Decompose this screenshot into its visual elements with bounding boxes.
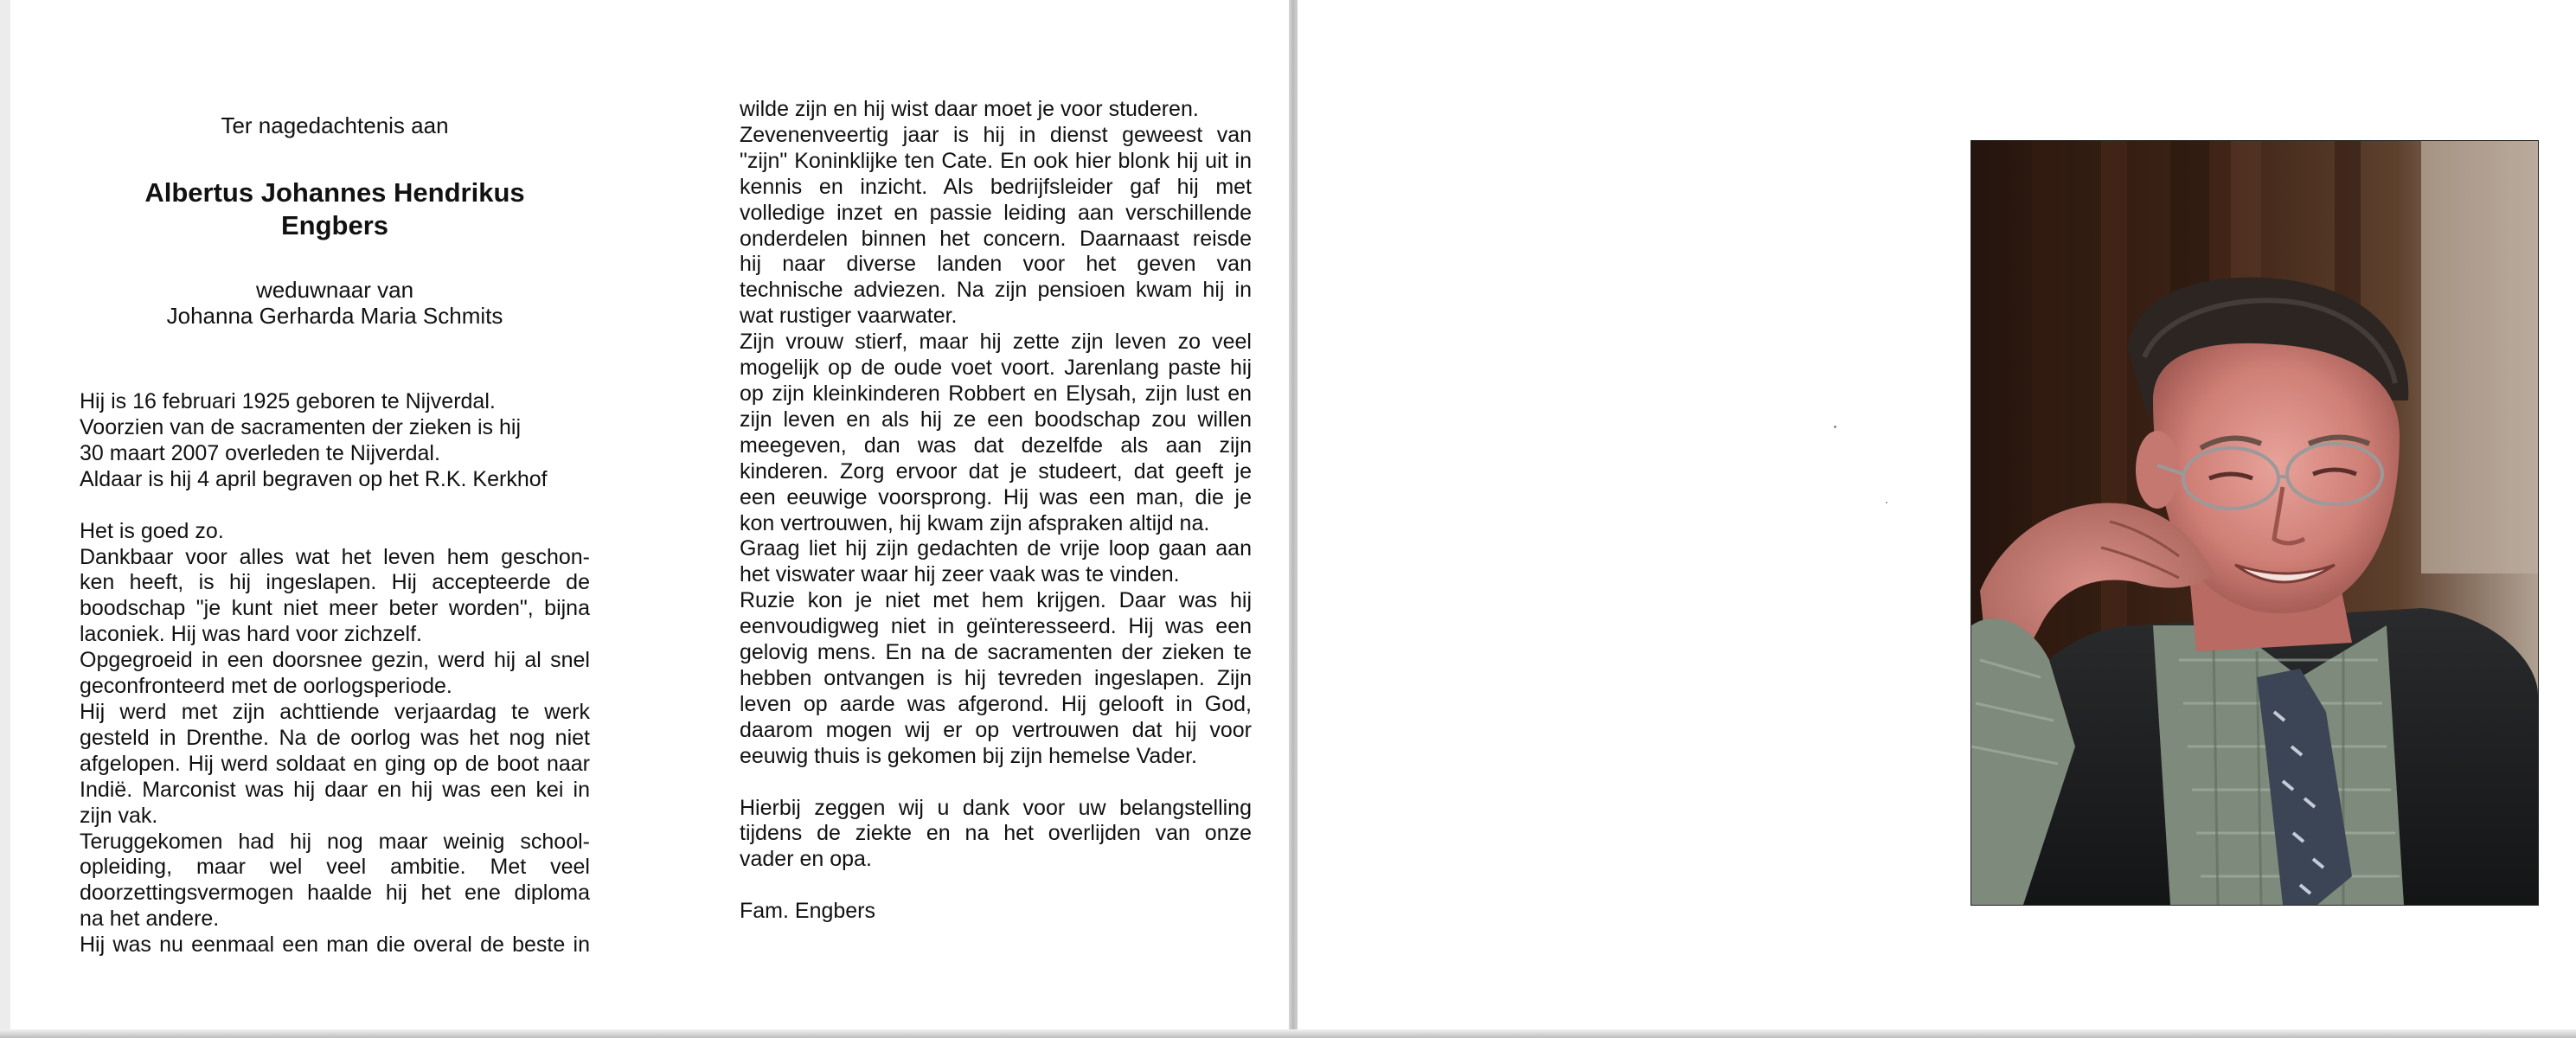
bio-line: meegeven, dan was dat dezelfde als aan zijn	[740, 432, 1252, 458]
bio-line: hebben ontvangen is hij tevreden ingeslapen. Zijn	[740, 665, 1252, 690]
bio-line: eeuwig thuis is gekomen bij zijn hemelse Vader.	[740, 743, 1197, 768]
bio-line: Het is goed zo.	[80, 518, 224, 543]
bio-line: zijn vak.	[80, 803, 158, 828]
bio-line: opleiding, maar wel veel ambitie. Met veel	[80, 855, 590, 880]
bio-line: mogelijk op de oude voet voort. Jarenlang paste hij	[740, 356, 1252, 381]
bio-line: Graag liet hij zijn gedachten de vrije loop gaan aan	[740, 536, 1252, 561]
bio-line: gelovig mens. En na de sacramenten der zieken te	[740, 640, 1252, 665]
bio-line: Indië. Marconist was hij daar en hij was een kei in	[80, 777, 590, 802]
bio-line: een eeuwige voorsprong. Hij was een man, die je	[740, 484, 1252, 509]
bio-line: wilde zijn en hij wist daar moet je voor studeren.	[740, 97, 1199, 121]
life-facts	[80, 389, 590, 493]
bio-line: doorzettingsvermogen haalde hij het ene diploma	[80, 881, 590, 906]
left-text-column	[80, 112, 590, 958]
bio-line: zijn leven en als hij ze een boodschap zou willen	[740, 407, 1252, 432]
bio-line: kennis en inzicht. Als bedrijfsleider gaf hij met	[740, 174, 1252, 199]
right-text-column	[740, 97, 1252, 925]
card-bottom-edge	[0, 1029, 2576, 1038]
fact-line: 30 maart 2007 overleden te Nijverdal.	[80, 440, 440, 465]
spouse-name: Johanna Gerharda Maria Schmits	[166, 303, 503, 329]
bio-line: onderdelen binnen het concern. Daarnaast reisde	[740, 226, 1252, 251]
fact-line: Aldaar is hij 4 april begraven op het R.K. Kerkhof	[80, 466, 548, 491]
bio-line: Opgegroeid in een doorsnee gezin, werd hij al snel	[80, 648, 590, 673]
bio-line: hij naar diverse landen voor het geven van	[740, 252, 1252, 277]
bio-line: boodschap "je kunt niet meer beter worden", bijna	[80, 596, 590, 621]
portrait-photo	[1970, 140, 2539, 906]
widower-of	[80, 277, 590, 329]
thanks-note	[740, 796, 1252, 874]
thanks-line: Hierbij zeggen wij u dank voor uw belangstelling	[740, 795, 1252, 820]
bio-line: eenvoudigweg niet in geïnteresseerd. Hij was een	[740, 614, 1252, 639]
fact-line: Hij is 16 februari 1925 geboren te Nijverdal.	[80, 389, 496, 413]
bio-line: Zijn vrouw stierf, maar hij zette zijn leven zo veel	[740, 330, 1252, 355]
bio-line: Zevenenveertig jaar is hij in dienst geweest van	[740, 122, 1252, 147]
bio-line: volledige inzet en passie leiding aan verschillende	[740, 200, 1252, 225]
biography-right	[740, 97, 1252, 770]
bio-line: Hij werd met zijn achttiende verjaardag te werk	[80, 699, 590, 724]
bio-line: kinderen. Zorg ervoor dat je studeert, dat geeft je	[740, 458, 1252, 484]
bio-line: ken heeft, is hij ingeslapen. Hij accepteerde de	[80, 570, 590, 595]
thanks-line: tijdens de ziekte en na het overlijden van onze	[740, 821, 1252, 846]
bio-line: geconfronteerd met de oorlogsperiode.	[80, 674, 452, 699]
thanks-line: vader en opa.	[740, 847, 872, 872]
left-page	[10, 0, 1289, 1029]
widower-label: weduwnaar van	[255, 277, 414, 303]
bio-line: Dankbaar voor alles wat het leven hem geschon-	[80, 544, 590, 569]
bio-line: het viswater waar hij zeer vaak was te vinden.	[740, 562, 1180, 587]
bio-line: technische adviezen. Na zijn pensioen kwam hij in	[740, 278, 1252, 303]
bio-line: leven op aarde was afgerond. Hij gelooft in God,	[740, 691, 1252, 716]
bio-line: na het andere.	[80, 907, 220, 932]
bio-line: daarom mogen wij er op vertrouwen dat hij voor	[740, 717, 1252, 742]
bio-line: Hij was nu eenmaal een man die overal de beste in	[80, 932, 590, 958]
deceased-name-line-2: Engbers	[280, 210, 389, 240]
deceased-name	[80, 176, 590, 242]
bio-line: gesteld in Drenthe. Na de oorlog was het nog niet	[80, 725, 590, 750]
bio-line: wat rustiger vaarwater.	[740, 304, 958, 329]
bio-line: op zijn kleinkinderen Robbert en Elysah, zijn lust en	[740, 381, 1252, 406]
bio-line: laconiek. Hij was hard voor zichzelf.	[80, 622, 422, 647]
family-signature: Fam. Engbers	[740, 899, 876, 924]
biography-left	[80, 519, 590, 958]
deceased-name-line-1: Albertus Johannes Hendrikus	[144, 177, 525, 208]
memorial-intro: Ter nagedachtenis aan	[221, 112, 449, 138]
card-fold	[1289, 0, 1298, 1038]
fact-line: Voorzien van de sacramenten der zieken is hij	[80, 414, 522, 439]
bio-line: Ruzie kon je niet met hem krijgen. Daar was hij	[740, 588, 1252, 613]
bio-line: Teruggekomen had hij nog maar weinig school-	[80, 829, 590, 854]
bio-line: "zijn" Koninklijke ten Cate. En ook hier blonk hij uit in	[740, 148, 1252, 173]
bio-line: kon vertrouwen, hij kwam zijn afspraken altijd na.	[740, 510, 1210, 535]
bio-line: afgelopen. Hij werd soldaat en ging op de boot naar	[80, 751, 590, 776]
